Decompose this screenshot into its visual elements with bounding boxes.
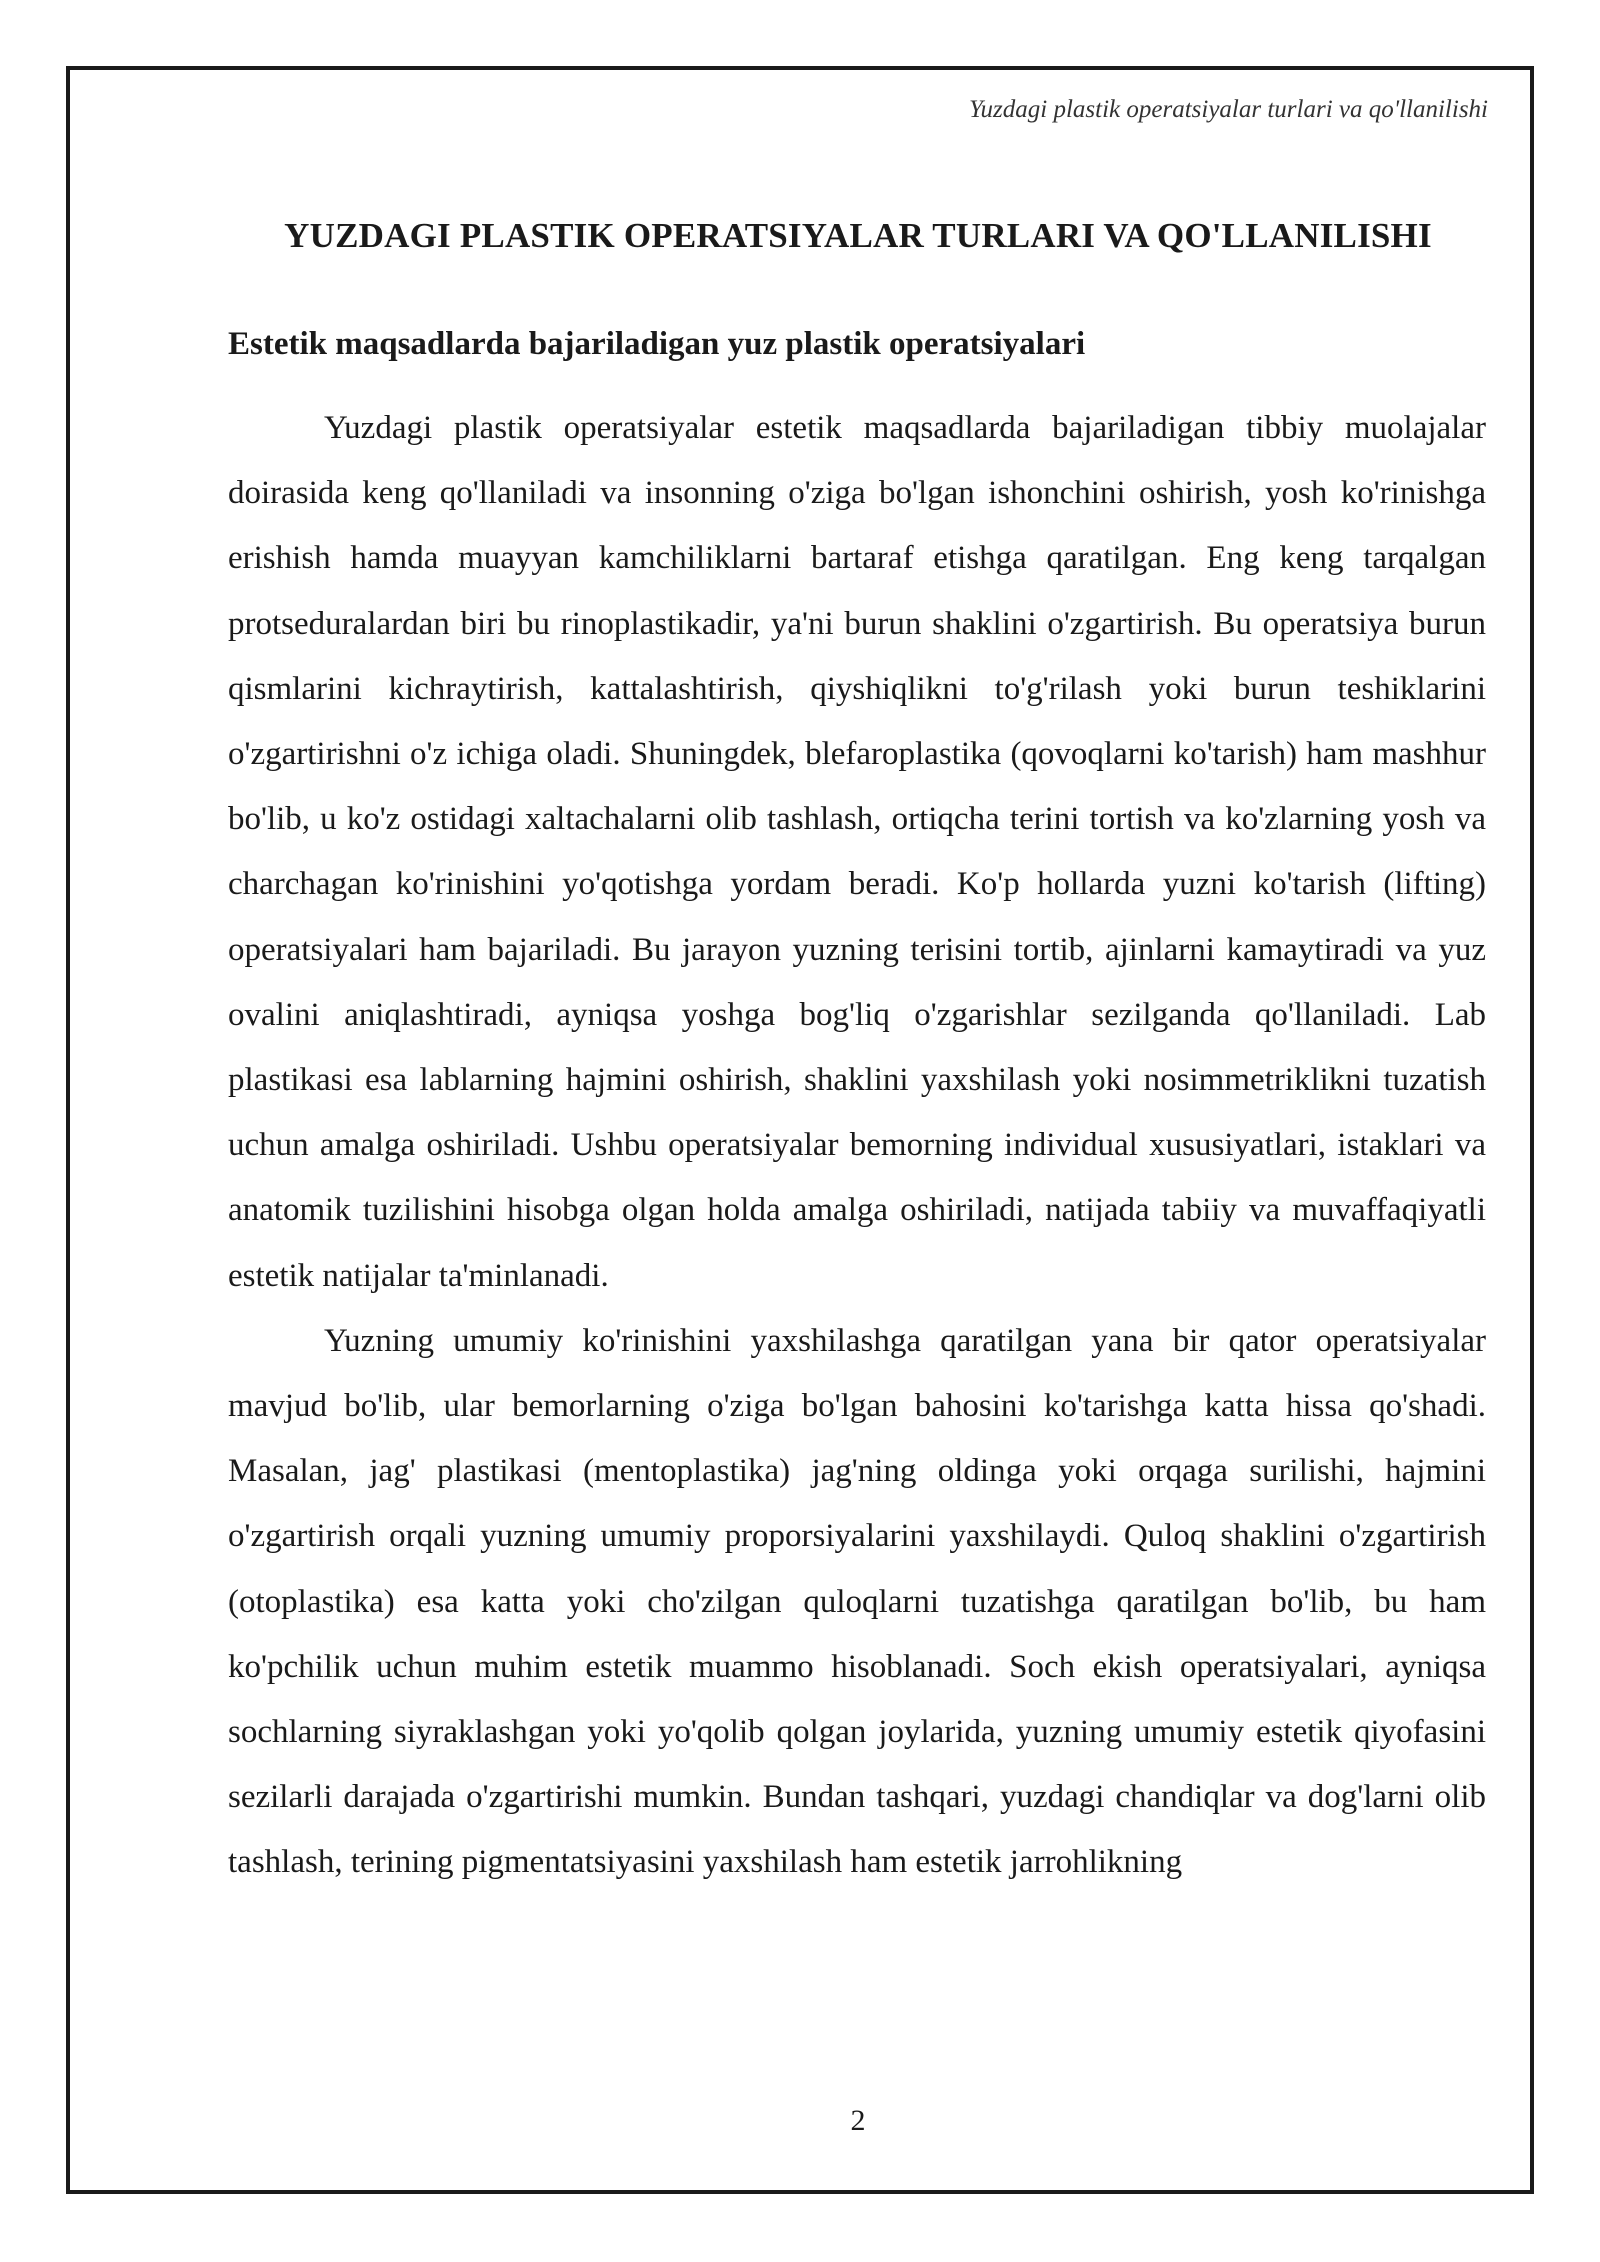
section-heading: Estetik maqsadlarda bajariladigan yuz plastik operatsiyalari (228, 326, 1086, 362)
body-text (228, 396, 1486, 1896)
paragraph: Yuzning umumiy ko'rinishini yaxshilashga qaratilgan yana bir qator operatsiyalar mavjud bo'lib, ular bemorlarning o'ziga bo'lgan bahosini ko'tarishga katta hissa qo'shadi. Masalan, jag' plastikasi (mentoplastika) jag'ning oldinga yoki orqaga surilishi, hajmini o'zgartirish orqali yuzning umumiy proporsiyalarini yaxshilaydi. Quloq shaklini o'zgartirish (otoplastika) esa katta yoki cho'zilgan quloqlarni tuzatishga qaratilgan bo'lib, bu ham ko'pchilik uchun muhim estetik muammo hisoblanadi. Soch ekish operatsiyalari, ayniqsa sochlarning siyraklashgan yoki yo'qolib qolgan joylarida, yuzning umumiy estetik qiyofasini sezilarli darajada o'zgartirishi mumkin. Bundan tashqari, yuzdagi chandiqlar va dog'larni olib tashlash, terining pigmentatsiyasini yaxshilash ham estetik jarrohlikning (228, 1322, 1486, 1881)
page-number: 2 (850, 2104, 866, 2137)
document-title: YUZDAGI PLASTIK OPERATSIYALAR TURLARI VA QO'LLANILISHI (284, 216, 1432, 255)
paragraph: Yuzdagi plastik operatsiyalar estetik maqsadlarda bajariladigan tibbiy muolajalar doirasida keng qo'llaniladi va insonning o'ziga bo'lgan ishonchini oshirish, yosh ko'rinishga erishish hamda muayyan kamchiliklarni bartaraf etishga qaratilgan. Eng keng tarqalgan protseduralardan biri bu rinoplastikadir, ya'ni burun shaklini o'zgartirish. Bu operatsiya burun qismlarini kichraytirish, kattalashtirish, qiyshiqlikni to'g'rilash yoki burun teshiklarini o'zgartirishni o'z ichiga oladi. Shuningdek, blefaroplastika (qovoqlarni ko'tarish) ham mashhur bo'lib, u ko'z ostidagi xaltachalarni olib tashlash, ortiqcha terini tortish va ko'zlarning yosh va charchagan ko'rinishini yo'qotishga yordam beradi. Ko'p hollarda yuzni ko'tarish (lifting) operatsiyalari ham bajariladi. Bu jarayon yuzning terisini tortib, ajinlarni kamaytiradi va yuz ovalini aniqlashtiradi, ayniqsa yoshga bog'liq o'zgarishlar sezilganda qo'llaniladi. Lab plastikasi esa lablarning hajmini oshirish, shaklini yaxshilash yoki nosimmetriklikni tuzatish uchun amalga oshiriladi. Ushbu operatsiyalar bemorning individual xususiyatlari, istaklari va anatomik tuzilishini hisobga olgan holda amalga oshiriladi, natijada tabiiy va muvaffaqiyatli estetik natijalar ta'minlanadi. (228, 410, 1486, 1294)
running-header: Yuzdagi plastik operatsiyalar turlari va qo'llanilishi (968, 96, 1488, 123)
